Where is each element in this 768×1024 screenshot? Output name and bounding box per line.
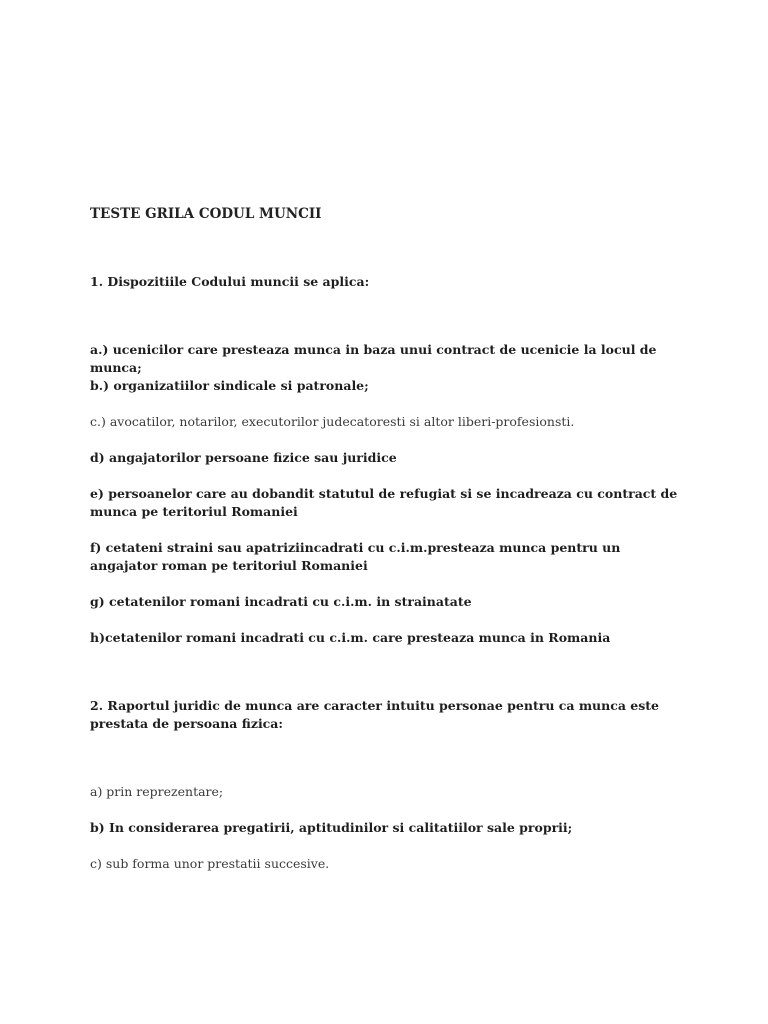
q1-option-g: g) cetatenilor romani incadrati cu c.i.m. in strainatate: [90, 594, 472, 609]
q1-option-b: b.) organizatiilor sindicale si patronale;: [90, 378, 369, 393]
q2-option-b: b) In considerarea pregatirii, aptitudinilor si calitatiilor sale proprii;: [90, 820, 573, 835]
question-1: 1. Dispozitiile Codului muncii se aplica:: [90, 274, 370, 289]
q1-option-d: d) angajatorilor persoane fizice sau juridice: [90, 450, 397, 465]
q2-option-c: c) sub forma unor prestatii succesive.: [90, 856, 330, 871]
q1-option-h: h)cetatenilor romani incadrati cu c.i.m. care presteaza munca in Romania: [90, 630, 611, 645]
q1-option-e: e) persoanelor care au dobandit statutul de refugiat si se incadreaza cu contract de munca pe teritoriul Romaniei: [90, 486, 678, 519]
q1-option-c: c.) avocatilor, notarilor, executorilor judecatoresti si altor liberi-profesionsti.: [90, 414, 575, 429]
question-2: 2. Raportul juridic de munca are caracter intuitu personae pentru ca munca este prestata de persoana fizica:: [90, 698, 660, 731]
document-title: TESTE GRILA CODUL MUNCII: [90, 206, 322, 222]
q1-option-a: a.) ucenicilor care presteaza munca in baza unui contract de ucenicie la locul de munca;: [90, 342, 657, 375]
q2-option-a: a) prin reprezentare;: [90, 784, 224, 799]
q1-option-f: f) cetateni straini sau apatriziincadrati cu c.i.m.presteaza munca pentru un angajator roman pe teritoriul Romaniei: [90, 540, 621, 573]
